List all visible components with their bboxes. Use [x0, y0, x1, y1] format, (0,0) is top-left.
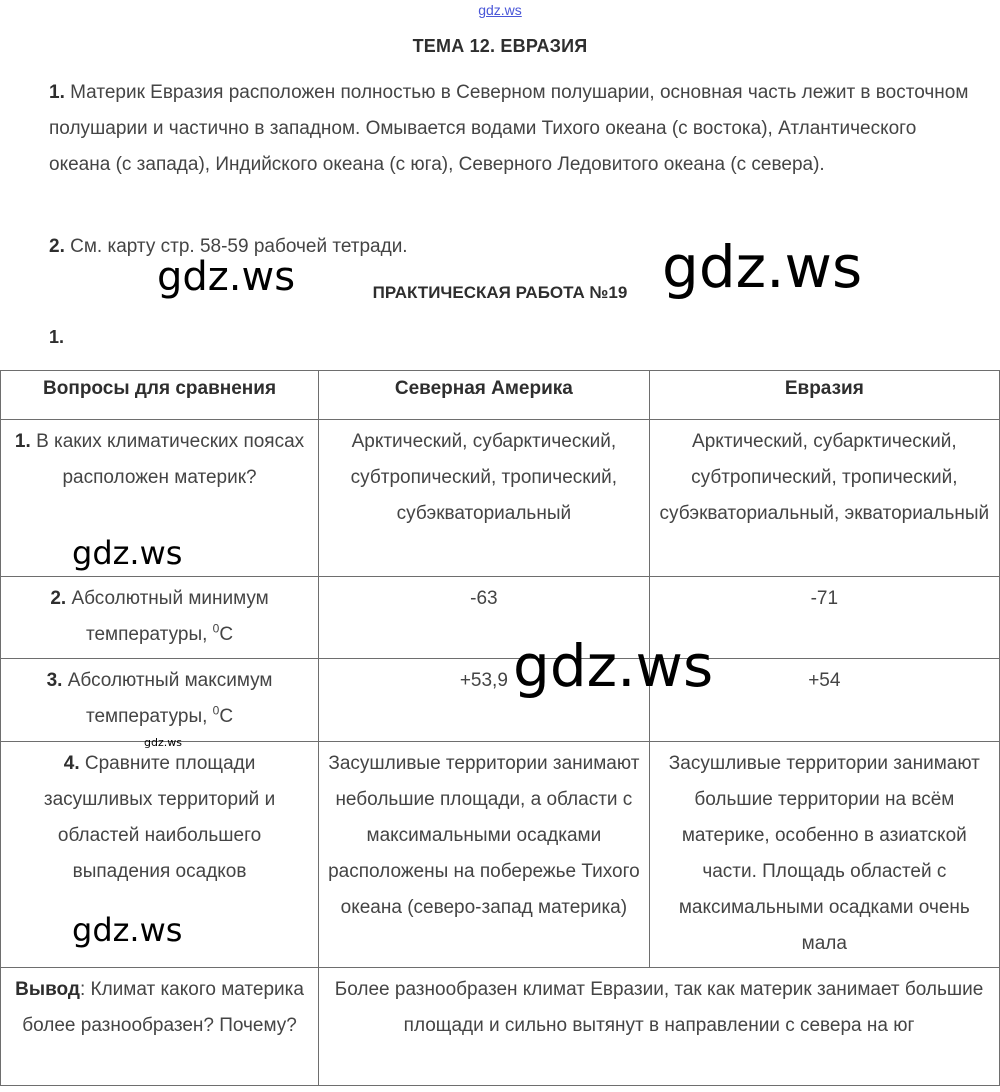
- eurasia-cell: -71: [649, 577, 999, 659]
- item-2-number: 2.: [49, 236, 65, 257]
- header-questions: Вопросы для сравнения: [1, 371, 319, 420]
- practical-work-title: ПРАКТИЧЕСКАЯ РАБОТА №19: [372, 283, 628, 302]
- eurasia-cell: Засушливые территории занимают большие территории на всём материке, особенно в азиатской части. Площадь областей с максимальными осадками очень мала: [649, 742, 999, 968]
- conclusion-question: : Климат какого материка более разнообразен? Почему?: [22, 979, 304, 1036]
- comparison-table: [0, 370, 1000, 1086]
- question-number: 3.: [46, 670, 63, 691]
- degree-superscript: 0: [212, 703, 220, 718]
- table-row: [1, 659, 1000, 742]
- conclusion-question-cell: [1, 968, 319, 1086]
- question-text: Абсолютный максимум температуры,: [67, 670, 273, 727]
- item-2-text: См. карту стр. 58-59 рабочей тетради.: [70, 236, 408, 257]
- watermark-text: gdz.ws: [72, 911, 183, 949]
- eurasia-cell: +54: [649, 659, 999, 742]
- conclusion-answer-cell: Более разнообразен климат Евразии, так как материк занимает большие площади и сильно вытянут в направлении с севера на юг: [319, 968, 1000, 1086]
- question-cell: [1, 577, 319, 659]
- item-1-number: 1.: [49, 82, 65, 103]
- question-text: Сравните площади засушливых территорий и областей наибольшего выпадения осадков: [43, 753, 276, 882]
- watermark-text: gdz.ws: [662, 233, 863, 301]
- table-row-conclusion: [1, 968, 1000, 1086]
- conclusion-label: Вывод: [15, 979, 80, 1000]
- unit-text: C: [219, 706, 234, 727]
- header-eurasia: Евразия: [649, 371, 999, 420]
- question-text: Абсолютный минимум температуры,: [71, 588, 269, 645]
- question-number: 2.: [50, 588, 67, 609]
- paragraph-item-1: [49, 75, 969, 183]
- task-number: 1.: [49, 327, 65, 347]
- table-row: [1, 577, 1000, 659]
- item-1-text: Материк Евразия расположен полностью в Северном полушарии, основная часть лежит в восточном полушарии и частично в западном. Омывается водами Тихого океана (с востока), Атлантического океана (с запада), Индийского океана (с юга), Северного Ледовитого океана (с севера).: [49, 82, 969, 175]
- north-america-cell: Засушливые территории занимают небольшие площади, а области с максимальными осадками расположены на побережье Тихого океана (северо-запад материка): [319, 742, 650, 968]
- unit-text: C: [219, 624, 234, 645]
- header-north-america: Северная Америка: [319, 371, 650, 420]
- north-america-cell: -63: [319, 577, 650, 659]
- watermark-text: gdz.ws: [157, 254, 296, 300]
- eurasia-cell: Арктический, субарктический, субтропический, тропический, субэкваториальный, экваториальный: [649, 420, 999, 577]
- question-cell: [1, 659, 319, 742]
- question-number: 1.: [14, 431, 31, 452]
- watermark-text: gdz.ws: [513, 632, 714, 700]
- question-number: 4.: [63, 753, 80, 774]
- question-text: В каких климатических поясах расположен материк?: [36, 431, 305, 488]
- watermark-text: gdz.ws: [72, 534, 183, 572]
- watermark-link-top[interactable]: gdz.ws: [478, 2, 522, 18]
- north-america-cell: +53,9: [319, 659, 650, 742]
- table-header-row: [1, 371, 1000, 420]
- watermark-text: gdz.ws: [144, 736, 182, 749]
- north-america-cell: Арктический, субарктический, субтропический, тропический, субэкваториальный: [319, 420, 650, 577]
- degree-superscript: 0: [212, 621, 220, 636]
- page-title: ТЕМА 12. ЕВРАЗИЯ: [412, 36, 588, 56]
